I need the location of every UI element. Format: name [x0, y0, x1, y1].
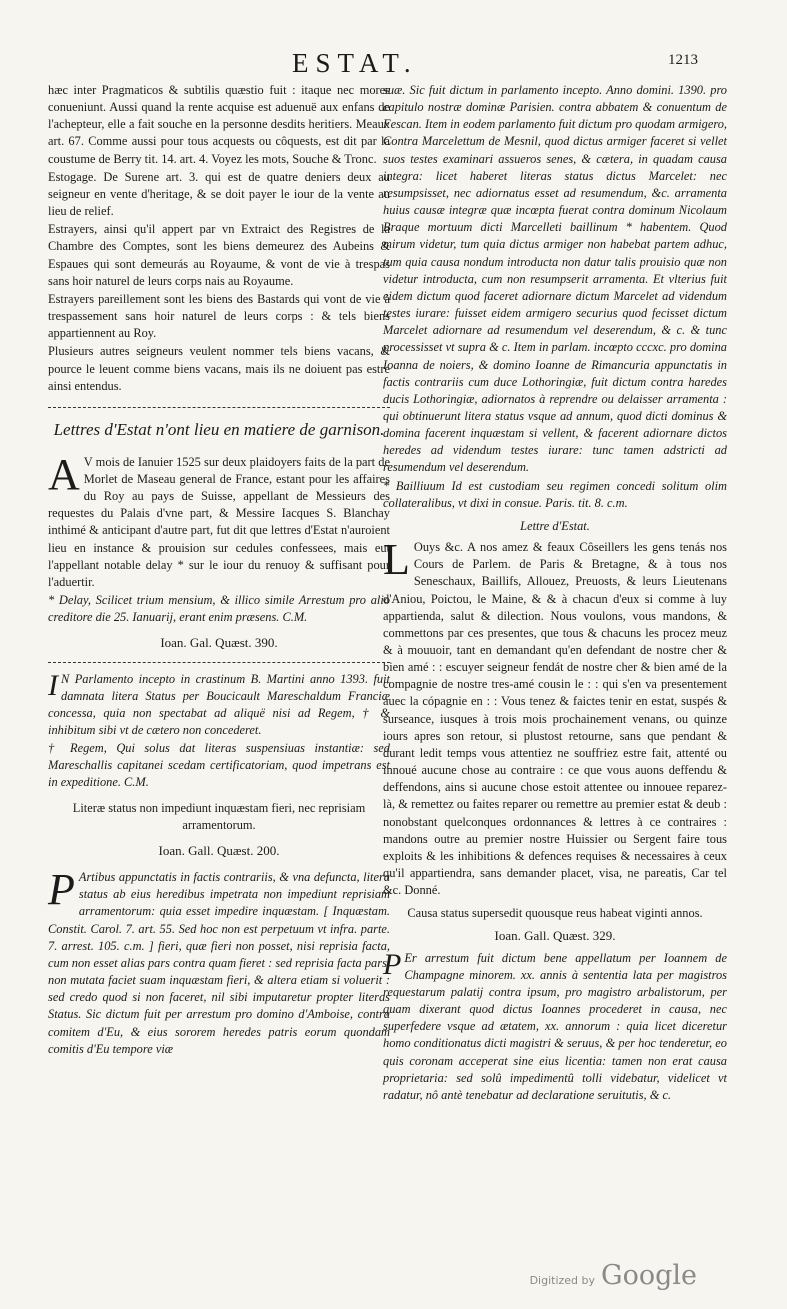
paragraph-ianuier-1525 — [48, 449, 390, 591]
google-logo: Google — [601, 1260, 697, 1291]
right-column — [383, 82, 727, 1105]
section-divider — [48, 662, 390, 663]
paragraph-heritage: hæc inter Pragmaticos & subtilis quæstio fuit : itaque nec mores conueniunt. Aussi quand la rente acquise est aduenuë aux enfans de l'achepteur, elle a fait souche en la personne desdits heritiers. Meaux art. 67. Comme aussi pour tous acquests ou côquests, est dit par la coustume de Berry tit. 14. art. 4. Voyez les mots, Souche & Tronc. — [48, 83, 390, 166]
paragraph-arrestum-text: Er arrestum fuit dictum bene appellatum per Ioannem de Champagne minorem. xx. annis à sententia lata per magistros requestarum palatij contra ipsum, pro magistro arbalistorum, per quam dixerant quod dictus Ioannes procederet in causa, nec superfedere vsque ad ætatem, xx. annorum : quia licet diceretur homo conditionatus dicti magistri & seruus, & per hoc tenderetur, eo quis coronam acceperat sine eius licentia: tamen non erat causa proprietaria: sed solû impedimentû tolli videbatur, videlicet vt radatur, nô antè tenebatur ad declaratione seruitutis, & c. — [383, 950, 727, 1102]
letter-title: Lettre d'Estat. — [520, 518, 590, 533]
drop-cap-l-glyph: L — [383, 535, 410, 585]
paragraph-lettre-text: Ouys &c. A nos amez & feaux Côseillers les gens tenás nos Cours de Parlem. de Paris & Bretagne, & à tous nos Seneschaux, Baillifs, Allouez, Preuosts, & leurs Lieutenans d'Aniou, Poictou, le Maine, & & à chacun d'eux si comme à luy appartienda, salut & dilection. Nous voulons, vous mandons, & commettons par ces presentes, que tous & chacuns les procez meuz & à mouuoir, tant en demandant qu'en defendant de nostre cher & bien amé : : escuyer seigneur fendát de nostre cher & bien amé de la compagnie de nostre tres-amé cousin le : : qui s'en va presentement auec la cópagnie en : : Vous tenez & faictes tenir en estat, suspés & surseance, iusques à trois mois prochainement venans, ou quinze iours apres son retour, si plustost retourne, sans que pendant & durant ledit temps vous attentiez ne souffriez estre fait, attenté ou innoué aucune chose au contraire : ce que vous auons deffendu & deffendons, ains si aucune chose estoit attentee ou innouee reparez-là, & remettez ou faites reparer ou remettre au premier estat & deub : nonobstant quelconques ordonnances & lettres à ce contraires : mandons outre au premier nostre Huissier ou Sergent faire tous exploits & les inhibitions & defences requises & necessaires à ceux qu'il appartiendra, sans demander placet, visa, ne pareatis, Car tel &c. Donné. — [383, 540, 727, 898]
paragraph-estogage: Estogage. De Surene art. 3. qui est de quatre deniers deux au seigneur en vente d'heritage, & se doit payer le iour de la vente au lieu de relief. — [48, 169, 390, 219]
paragraph-lettre-estat — [383, 535, 727, 899]
paragraph-parlamento-1393 — [48, 668, 390, 740]
paragraph-parlamento-text: N Parlamento incepto in crastinum B. Martini anno 1393. fuit damnata litera Status per Boucicault Mareschaldum Franciæ concessa, quia non spectabat ad aliquë nisi ad Regem, † & inhibitum sibi vt de cætero non concederet. — [48, 671, 390, 737]
page-number: 1213 — [668, 52, 698, 68]
drop-cap-a-glyph: A — [48, 449, 80, 499]
paragraph-artibus-text: Artibus appunctatis in factis contrariis, & vna defuncta, litera status ab eius heredibus impetrata non impediunt reprisiam arramentorum: quia esset impedire inquæstam. [ Inquæstam. Constit. Carol. 7. art. 55. Sed hoc non est perpetuum vt infra. parte. 7. arrest. 105. c.m. ] fieri, quæ fieri non posset, nisi reprisia facta, cum non esset alias pars contra quam fieret : sed reprisia facta pars, non mutata faciet suam inquæstam fieri, & altera etiam si voluerit : sed credo quod si non faceret, nil sibi imputaretur propter literas Status. Sic dictum fuit per arrestum pro domino d'Amboise, contra comitem d'Eu, & eius sororem heredes patris eorum quondam comitis d'Eu tempore viæ — [48, 870, 390, 1056]
paragraph-ianuier-text: V mois de Ianuier 1525 sur deux plaidoyers faits de la part de Morlet de Maseau general de France, estant pour les affaires du Roy au pays de Suisse, appellant de Messieurs des requestes du Palais d'vne part, & Messire Iacques S. Blanchay inthimé & anticipant d'autre part, fut dit que lettres d'Estat n'auroient lieu en instance & prouision sur cedules confessees, mais eut l'appellant notable delay * sur le iour du renuoy & suffisant pour l'aduertir. — [48, 454, 390, 589]
note-bailliuum: * Bailliuum Id est custodiam seu regimen concedi solitum olim collateralibus, vt dixi in consue. Paris. tit. 8. c.m. — [383, 478, 727, 510]
note-delay: * Delay, Scilicet trium mensium, & illico simile Arrestum pro alio creditore die 25. Ianuarij, erant enim præsens. C.M. — [48, 593, 390, 625]
summary-causa-status: Causa status supersedit quousque reus habeat viginti annos. — [407, 906, 703, 921]
digitized-by-label: Digitized by — [529, 1274, 596, 1287]
paragraph-artibus — [48, 865, 390, 1058]
note-regem: † Regem, Qui solus dat literas suspensiuas instantiæ: sed Mareschallis capitanei scedam certificatoriam, quod impetrans est in expeditione. C.M. — [48, 741, 390, 790]
left-column — [48, 82, 390, 1059]
summary-literae-status: Literæ status non impediunt inquæstam fieri, nec reprisiam arramentorum. — [72, 800, 366, 832]
running-head: ESTAT. — [292, 48, 418, 78]
paragraph-estrayers: Estrayers, ainsi qu'il appert par vn Extraict des Registres de la Chambre des Comptes, sont les biens demeurez des Aubeins & Espaues qui sont demeurás au Royaume, & vont de vie à trespas sans hoir naturel de leurs corps nais au Royaume. — [48, 222, 390, 288]
drop-cap-p-glyph: P — [48, 865, 75, 915]
paragraph-arrestum — [383, 947, 727, 1104]
paragraph-biens-vacans: Plusieurs autres seigneurs veulent nommer tels biens vacans, & pource le leuent comme biens vacans, mais ils ne doiuent pas estre ainsi entendus. — [48, 344, 390, 393]
drop-cap-i-glyph: I — [48, 668, 58, 702]
citation-329: Ioan. Gall. Quæst. 329. — [494, 927, 616, 943]
google-watermark — [530, 1260, 697, 1291]
section-divider — [48, 407, 390, 408]
citation-200: Ioan. Gall. Quæst. 200. — [158, 842, 280, 858]
drop-cap-p2-glyph: P — [383, 947, 402, 981]
paragraph-estrayers-bastards: Estrayers pareillement sont les biens des Bastards qui vont de vie à trespassement sans hoir naturel de leurs corps : & tels biens appartiennent au Roy. — [48, 291, 390, 341]
page-header — [30, 48, 760, 78]
paragraph-parlamento-1390: suæ. Sic fuit dictum in parlamento incepto. Anno domini. 1390. pro capitulo nostræ dominæ Parisien. contra abbatem & conuentum de Fescan. Item in eodem parlamento fuit dictum pro quodam armigero, Contra Marcelettum de Mesnil, quod dictus armiger faceret si vellet suos testes examinari assueros senes, & cætera, in quadam causa integra: licet haberet literas status dictus Marcelet: nec resumpsisset, nec adiornatus esset ad resumendum, &c. arramenta huius causæ integræ quæ incœpta fuerat contra dominum Nicolaum Braque mortuum dicti Marcelleti baillinum * habentem. Quod mirum videtur, tum quia dictus armiger non habebat partem adhuc, tum quia causa nondum introducta non datur talis prouisio quæ non videtur introducta, cum non resumpserit arramenta. Et vlterius fuit eidem dictum quod faceret adiornare dictum Marcelet ad videndum testes iurare: fuisset eidem armigero securius quod fecisset dictum Marcelet adiornare ad resumendum vel deserendum, & c. & tunc processisset vt supra & c. Item in parlam. incœpto cccxc. pro domina Ioanna de noiers, & domino Ioanne de Rimancuria appunctatis in factis contrariis cum duce Lothoringiæ, fuit dictum contra haredes ducis Lothoringiæ, adiornatos à reprendre ou delaisser arramenta : qui obtinuerunt litera status vsque ad annum, quod dicti dominus & domina facerent inquæstam si vellent, & facerent adiornare dictos heredes ad videndum testes iurare: tunc tamen adstricti ad resumendum vel deserendum. — [383, 83, 727, 475]
citation-390: Ioan. Gal. Quæst. 390. — [160, 635, 278, 651]
section-title-garnison: Lettres d'Estat n'ont lieu en matiere de garnison. — [53, 419, 385, 439]
